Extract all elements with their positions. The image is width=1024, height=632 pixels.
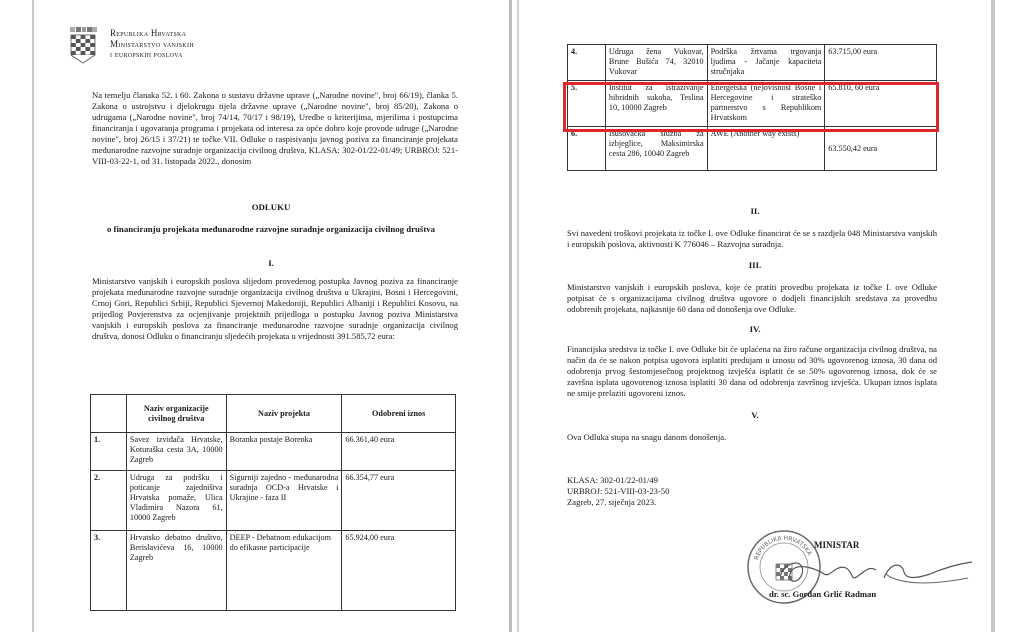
section-2-number: II. — [750, 206, 760, 216]
row-number: 5. — [568, 81, 606, 127]
row-project: AWE (Another way exists) — [707, 127, 825, 171]
row-organization: Udruga za podršku i poticanje zajedništva Hrvatska pomaže, Ulica Vladimira Nazora 61, 10000 Zagreb — [126, 471, 226, 531]
urbroj-line: URBROJ: 521-VIII-03-23-50 — [567, 486, 670, 496]
table-row — [91, 433, 456, 471]
row-amount: 63.550,42 eura — [825, 127, 937, 171]
row-project: Boranka postaje Borenka — [226, 433, 342, 471]
table-header-project: Naziv projekta — [226, 395, 342, 433]
section-2-text: Svi navedeni troškovi projekata iz točke I. ove Odluke financirat će se s razdjela 048 Ministarstva vanjskih i europskih poslova, aktivnosti K 776046 – Razvojna suradnja. — [567, 228, 937, 249]
row-number: 2. — [91, 471, 127, 531]
page-edge-middle — [509, 0, 512, 632]
row-project: Energetska (ne)ovisnost Bosne i Hercegovine i strateško partnerstvo s Republikom Hrvatskom — [707, 81, 825, 127]
ministry-line-3: i europskih poslova — [110, 49, 183, 59]
minister-name: dr. sc. Gordan Grlić Radman — [769, 589, 877, 599]
document-page-left — [38, 0, 504, 632]
row-project: DEEP - Debatnom edukacijom do efikasne participacije — [226, 531, 342, 611]
section-5-text: Ova Odluka stupa na snagu danom donošenja. — [567, 432, 727, 442]
table-header-amount: Odobreni iznos — [342, 395, 456, 433]
ministry-line-1: Republika Hrvatska — [110, 28, 187, 38]
section-3-text: Ministarstvo vanjskih i europskih poslova, koje će pratiti provedbu projekata iz točke I. ove Odluke potpisat će s organizacijama civilnog društva ugovore o dodjeli financijskih sredstava za provedbu odobrenih projekata, najkasnije 60 dana od donošenja ove Odluke. — [567, 282, 937, 314]
row-project: Podrška žrtvama trgovanja ljudima - Jačanje kapaciteta stručnjaka — [707, 45, 825, 81]
minister-title: MINISTAR — [814, 540, 860, 550]
croatian-coat-of-arms-icon — [68, 27, 98, 65]
row-organization: Hrvatsko debatno društvo, Berislavićeva 16, 10000 Zagreb — [126, 531, 226, 611]
ministry-header — [110, 28, 194, 60]
table-row — [568, 127, 937, 171]
row-amount: 65.810, 60 eura — [825, 81, 937, 127]
row-organization: Institut za istraživanje hibridnih sukoba, Teslina 10, 10000 Zagreb — [605, 81, 707, 127]
table-row — [568, 45, 937, 81]
section-3-number: III. — [748, 260, 762, 270]
row-amount: 66.354,77 eura — [342, 471, 456, 531]
document-title: ODLUKU — [251, 202, 291, 212]
svg-text:REPUBLIKA HRVATSKA: REPUBLIKA HRVATSKA — [753, 534, 814, 561]
section-1-number: I. — [268, 258, 274, 268]
ministry-line-2: Ministarstvo vanjskih — [110, 38, 194, 49]
row-amount: 66.361,40 eura — [342, 433, 456, 471]
page-edge-right — [991, 0, 995, 632]
section-5-number: V. — [751, 410, 759, 420]
document-subtitle: o financiranju projekata međunarodne razvojne suradnje organizacija civilnog društva — [106, 224, 436, 234]
page-edge-left — [32, 0, 34, 632]
klasa-line: KLASA: 302-01/22-01/49 — [567, 475, 658, 485]
row-project: Sigurniji zajedno - međunarodna suradnja OCD-a Hrvatske i Ukrajine - faza II — [226, 471, 342, 531]
page-edge-middle-2 — [517, 0, 519, 632]
row-number: 3. — [91, 531, 127, 611]
table-row — [91, 531, 456, 611]
row-organization: Isusovačka služba za izbjeglice, Maksimirska cesta 286, 10040 Zagreb — [605, 127, 707, 171]
row-number: 6. — [568, 127, 606, 171]
table-header-num — [91, 395, 127, 433]
row-organization: Savez izviđača Hrvatske, Koturaška cesta 3A, 10000 Zagreb — [126, 433, 226, 471]
row-number: 1. — [91, 433, 127, 471]
row-amount: 63.715,00 eura — [825, 45, 937, 81]
row-number: 4. — [568, 45, 606, 81]
date-line: Zagreb, 27. siječnja 2023. — [567, 497, 657, 507]
preamble-text: Na temelju članaka 52. i 60. Zakona o sustavu državne uprave („Narodne novine", broj 66/19), članka 5. Zakona o ustrojstvu i djelokrugu tijela državne uprave („Narodne novine", broj 85/20), Zakona o udrugama („Narodne novine", broj 74/14, 70/17 i 98/19), Uredbe o kriterijima, mjerilima i postupcima financiranja i ugovaranja programa i projekata od interesa za opće dobro koje provode udruge („Narodne novine", broj 26/15 i 37/21) te točke VII. Odluke o raspisivanju javnog poziva za financiranje projekata međunarodne razvojne suradnje organizacija civilnog društva, KLASA: 302-01/22-01/49; URBROJ: 521-VIII-03-22-1, od 31. listopada 2022., donosim — [92, 90, 458, 166]
section-4-text: Financijska sredstva iz točke I. ove Odluke bit će uplaćena na žiro račune organizacija civilnog društva, na način da će se nakon potpisa ugovora isplatiti predujam u iznosu od 30% ugovorenog iznosa, 30 dana od odobrenja prvog šestomjesečnog projektnog izvješća isplatit će se 50% ugovorenog iznosa, dok će se završna isplata ugovorenog iznosa isplatiti 30 dana od odobrenja završnog izvješća. Ukupan iznos isplata ne smije prelaziti ugovoreni iznos. — [567, 344, 937, 398]
table-row — [91, 471, 456, 531]
section-4-number: IV. — [749, 324, 761, 334]
section-1-text: Ministarstvo vanjskih i europskih poslova slijedom provedenog postupka Javnog poziva za financiranje projekata međunarodne razvojne suradnje organizacija civilnog društva u Ukrajini, Bosni i Hercegovini, Crnoj Gori, Republici Srbiji, Republici Sjevernoj Makedoniji, Republici Albaniji i Republici Kosovu, na prijedlog Povjerenstva za ocjenjivanje projektnih prijedloga u postupku Javnog poziva Ministarstva vanjskih i europskih poslova za financiranje međunarodne razvojne suradnje organizacija civilnog društva, donosi Odluku o financiranju sljedećih projekata u vrijednosti 391.585,72 eura: — [92, 276, 458, 341]
row-organization: Udruga žena Vukovar, Brune Bušića 74, 32010 Vukovar — [605, 45, 707, 81]
table-header-organization: Naziv organizacije civilnog društva — [126, 395, 226, 433]
projects-table-part-1 — [90, 394, 456, 611]
table-header-row — [91, 395, 456, 433]
highlighted-row-box — [563, 82, 939, 132]
row-amount: 65.924,00 eura — [342, 531, 456, 611]
